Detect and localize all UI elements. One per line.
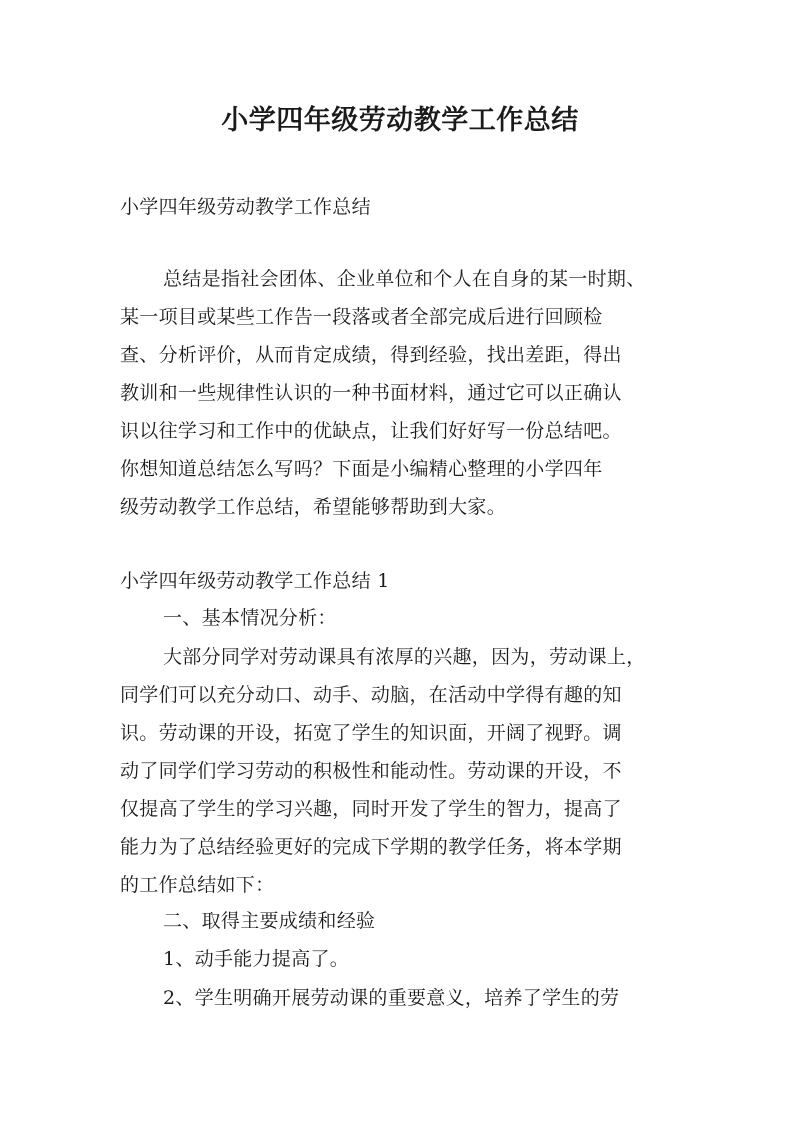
body-line: 能力为了总结经验更好的完成下学期的教学任务，将本学期 [120,836,622,858]
intro-line: 级劳动教学工作总结，希望能够帮助到大家。 [120,496,507,518]
document-title: 小学四年级劳动教学工作总结 [221,105,579,136]
document-subtitle: 小学四年级劳动教学工作总结 [120,196,371,218]
body-line: 的工作总结如下： [120,874,275,896]
intro-line: 总结是指社会团体、企业单位和个人在自身的某一时期、 [163,268,646,290]
intro-line: 查、分析评价，从而肯定成绩，得到经验，找出差距，得出 [120,344,622,366]
body-line: 大部分同学对劳动课具有浓厚的兴趣，因为，劳动课上， [163,646,646,668]
body-line: 动了同学们学习劳动的积极性和能动性。劳动课的开设，不 [120,760,622,782]
intro-line: 识以往学习和工作中的优缺点，让我们好好写一份总结吧。 [120,420,622,442]
intro-line: 你想知道总结怎么写吗？下面是小编精心整理的小学四年 [120,458,603,480]
body-line: 识。劳动课的开设，拓宽了学生的知识面，开阔了视野。调 [120,722,622,744]
intro-line: 某一项目或某些工作告一段落或者全部完成后进行回顾检 [120,306,603,328]
section-heading: 小学四年级劳动教学工作总结 1 [120,570,390,592]
intro-line: 教训和一些规律性认识的一种书面材料，通过它可以正确认 [120,382,622,404]
list-item: 1、动手能力提高了。 [163,948,350,970]
list-item: 2、学生明确开展劳动课的重要意义，培养了学生的劳 [163,987,620,1009]
body-line: 仅提高了学生的学习兴趣，同时开发了学生的智力，提高了 [120,798,622,820]
part-heading: 二、取得主要成绩和经验 [163,910,376,932]
part-heading: 一、基本情况分析： [163,607,337,629]
body-line: 同学们可以充分动口、动手、动脑，在活动中学得有趣的知 [120,684,622,706]
